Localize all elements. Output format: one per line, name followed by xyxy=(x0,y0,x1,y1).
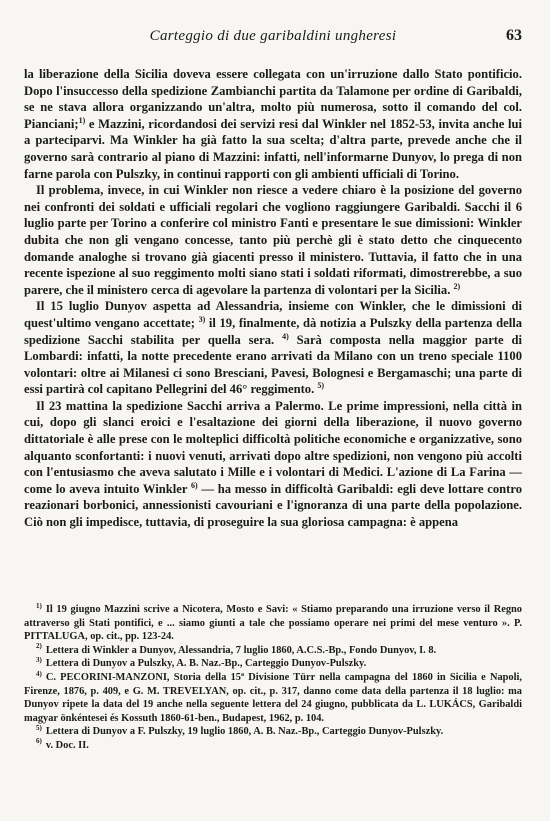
paragraph-4-part-b: — ha messo in difficoltà Garibaldi: egli deve lottare contro reazionari borbonici, annessionisti cavouriani e l'ignoranza di una parte della popolazione. Ciò non gli impedisce, tuttavia, di proseguire la sua gloriosa campagna: è appena xyxy=(24,481,523,530)
footnote-6 xyxy=(24,739,522,753)
footnote-text: Il 19 giugno Mazzini scrive a Nicotera, Mosto e Savi: « Stiamo preparando una irruzione verso il Regno attraverso gli Stati pontifici, e ... siamo giunti a tale che possiamo operare nei primi del mese venturo ». P. PITTALUGA, op. cit., pp. 123-24. xyxy=(24,604,522,643)
paragraph-3-part-c: Sarà composta nella maggior parte di Lombardi: infatti, la notte precedente erano arrivati da Milano con un treno speciale 1100 volontari: oltre ai Milanesi ci sono Bresciani, Pavesi, Bolognesi e Bergamaschi; una parte di essi partirà col capitano Pellegrini del 46° reggimento. xyxy=(24,332,522,397)
footnotes xyxy=(24,603,522,753)
paragraph-4-part-a: Il 23 mattina la spedizione Sacchi arriva a Palermo. Le prime impressioni, nella città in cui, dopo gli slanci eroici e l'esaltazione dei giorni della liberazione, il nuovo governo dittatoriale è alle prese con le molteplici difficoltà politiche economiche e organizzative, sono alquanto sconfortanti: i nuovi venuti, arrivati dopo altre spedizioni, non vengono più accolti con l'entusiasmo che aveva salutato i Mille e i volontari di Medici. L'azione di La Farina — come lo aveva intuito Winkler xyxy=(24,398,522,496)
footnote-ref-4: 4) xyxy=(282,331,289,341)
footnote-ref-6: 6) xyxy=(190,480,198,490)
paragraph-1 xyxy=(24,66,522,182)
footnote-text: Lettera di Winkler a Dunyov, Alessandria, 7 luglio 1860, A.C.S.-Bp., Fondo Dunyov, I. 8. xyxy=(45,644,437,656)
paragraph-2-part-a: Il problema, invece, in cui Winkler non riesce a vedere chiaro è la posizione del governo nei confronti dei soldati e ufficiali regolari che vogliono raggiungere Garibaldi. Sacchi il 6 luglio parte per Torino a conferire col ministro Fanti e presentare le sue dimissioni: Winkler dubita che non gli vengano concesse, tanto più perchè gli è stato detto che cinquecento domande analoghe si trovano già giacenti presso il ministero. Tuttavia, il fatto che in una recente ispezione al suo reggimento molti siano stati i soldati riformati, dimostrerebbe, a suo parere, che il ministero cerca di agevolare la partenza di volontari per la Sicilia. xyxy=(24,183,522,297)
footnote-number: 1) xyxy=(36,601,42,610)
footnote-1 xyxy=(24,603,522,644)
footnote-4 xyxy=(24,671,522,725)
footnote-text: v. Doc. II. xyxy=(45,739,89,751)
footnote-text: C. PECORINI-MANZONI, Storia della 15ª Divisione Türr nella campagna del 1860 in Sicilia e Napoli, Firenze, 1876, p. 409, e G. M. TREVELYAN, op. cit., p. 317, danno come data della partenza il 18 luglio: ma Dunyov ripete la data del 19 anche nella seguente lettera del 24 giugno, pubblicata da L. LUKÁCS, Garibaldi magyar önkéntesei és Kossuth 1860-61-ben., Budapest, 1962, p. 104. xyxy=(24,671,522,724)
running-title: Carteggio di due garibaldini ungheresi xyxy=(149,28,397,44)
paragraph-1-part-a: la liberazione della Sicilia doveva essere collegata con un'irruzione dallo Stato pontificio. Dopo l'insuccesso della spedizione Zambianchi partita da Talamone per ordine di Garibaldi, se ne stava allora organizzando un'altra, molto più numerosa, sotto il comando del col. Pianciani; xyxy=(24,67,522,131)
paragraph-4 xyxy=(24,398,522,531)
footnote-5 xyxy=(24,725,522,739)
paragraph-1-part-b: e Mazzini, ricordandosi dei servizi resi dal Winkler nel 1852-53, invita anche lui a parteciparvi. Ma Winkler ha già fatto la sua scelta; d'altra parte, prevede anche che il governo sarà contrario al piano di Mazzini: infatti, nell'informarne Dunyov, lo prega di non farne parola con Pulszky, in continui rapporti con gli ambienti ufficiali di Torino. xyxy=(24,116,522,181)
footnote-ref-2: 2) xyxy=(453,281,461,291)
footnote-number: 4) xyxy=(36,669,42,678)
footnote-ref-5: 5) xyxy=(317,381,325,391)
footnote-3 xyxy=(24,657,522,671)
footnote-number: 6) xyxy=(36,737,42,746)
footnote-ref-3: 3) xyxy=(198,314,206,324)
footnote-number: 2) xyxy=(36,642,42,651)
footnote-number: 5) xyxy=(36,723,42,732)
footnote-2 xyxy=(24,644,522,658)
paragraph-3-part-b: il 19, finalmente, dà notizia a Pulszky della partenza della spedizione Sacchi stabilita per quella sera. xyxy=(24,315,522,347)
footnote-text: Lettera di Dunyov a F. Pulszky, 19 luglio 1860, A. B. Naz.-Bp., Carteggio Dunyov-Pulszky. xyxy=(45,726,444,738)
footnote-ref-1: 1) xyxy=(78,115,86,125)
page-header xyxy=(24,28,522,50)
paragraph-2 xyxy=(24,182,522,298)
page-number: 63 xyxy=(506,27,522,44)
paragraph-3 xyxy=(24,298,522,398)
footnote-number: 3) xyxy=(36,655,42,664)
footnote-text: Lettera di Dunyov a Pulszky, A. B. Naz.-Bp., Carteggio Dunyov-Pulszky. xyxy=(45,658,367,670)
body-text xyxy=(24,66,522,531)
paragraph-3-part-a: Il 15 luglio Dunyov aspetta ad Alessandria, insieme con Winkler, che le dimissioni di quest'ultimo vengano accettate; xyxy=(24,299,522,330)
